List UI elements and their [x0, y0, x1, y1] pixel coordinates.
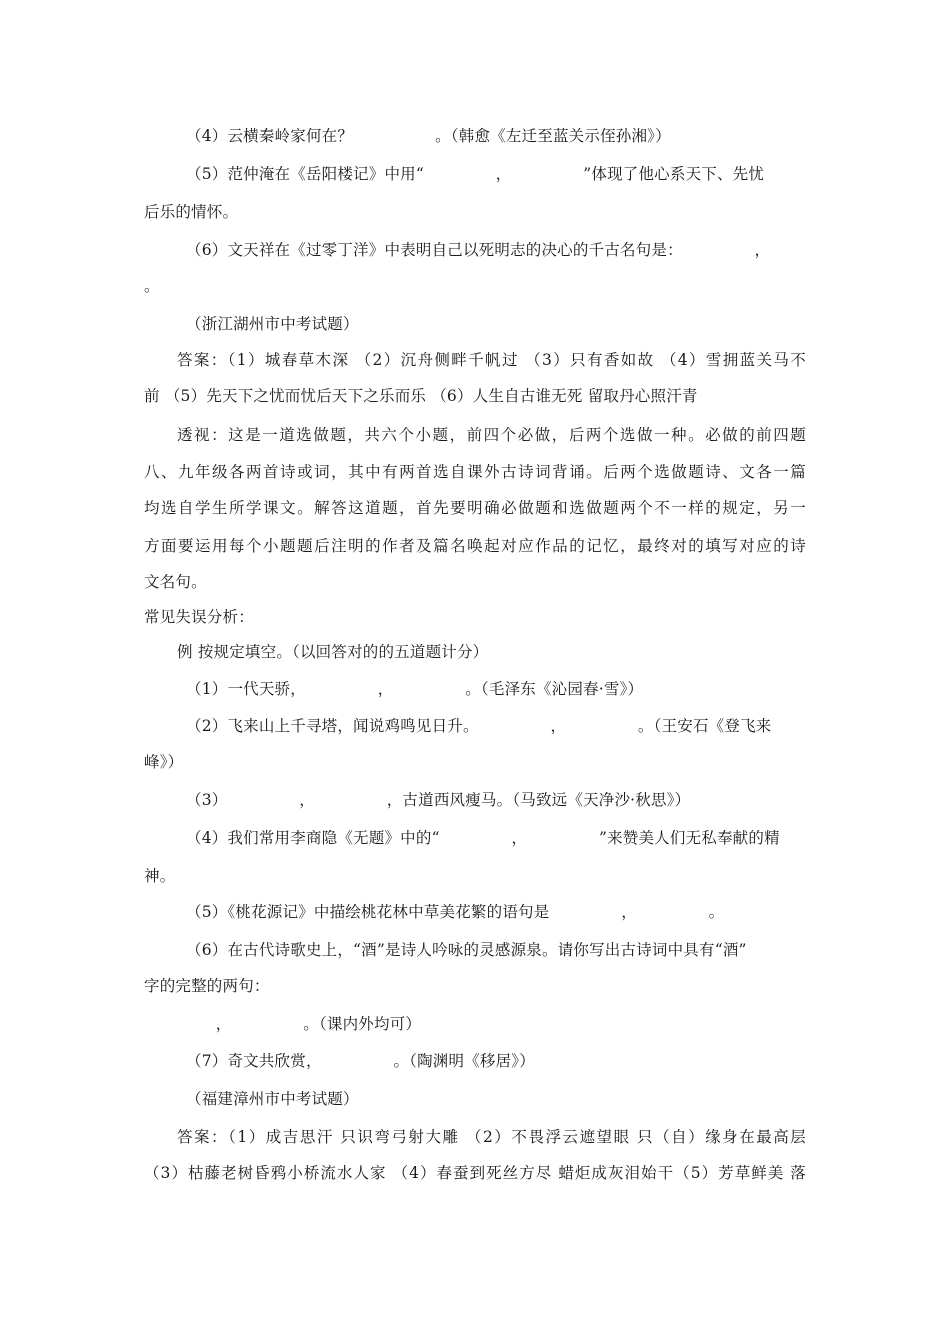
example-q7: （7）奇文共欣赏， 。（陶渊明《移居》） [186, 1052, 535, 1070]
source-note-zhangzhou: （福建漳州市中考试题） [186, 1090, 359, 1108]
example-q3: （3） ， ，古道西风瘦马。（马致远《天净沙·秋思》） [186, 791, 691, 809]
example-q6-continuation: 字的完整的两句： [144, 977, 270, 995]
source-note-huzhou: （浙江湖州市中考试题） [186, 315, 359, 333]
example-q6: （6）在古代诗歌史上，“酒”是诗人吟咏的灵感源泉。请你写出古诗词中具有“酒” [186, 941, 747, 959]
analysis-line-1: 透视：这是一道选做题，共六个小题，前四个必做，后两个选做一种。必做的前四题 [177, 426, 806, 444]
example-q5: （5）《桃花源记》中描绘桃花林中草美花繁的语句是 ， 。 [186, 903, 725, 921]
answer-line-1: 答案：（1）城春草木深 （2）沉舟侧畔千帆过 （3）只有香如故 （4）雪拥蓝关马不 [177, 351, 806, 369]
example-q4-continuation: 神。 [144, 867, 176, 885]
analysis-line-4: 方面要运用每个小题题后注明的作者及篇名唤起对应作品的记忆，最终对的填写对应的诗 [144, 537, 806, 555]
analysis-line-5: 文名句。 [144, 573, 207, 591]
example-answer-line-1: 答案：（1）成吉思汗 只识弯弓射大雕 （2）不畏浮云遮望眼 只（自）缘身在最高层 [177, 1128, 806, 1146]
example-answer-line-2: （3）枯藤老树昏鸦小桥流水人家 （4）春蚕到死丝方尽 蜡炬成灰泪始干（5）芳草鲜美 落 [144, 1164, 806, 1182]
example-q4: （4）我们常用李商隐《无题》中的“ ， ”来赞美人们无私奉献的精 [186, 829, 780, 847]
example-q1: （1）一代天骄， ， 。（毛泽东《沁园春·雪》） [186, 680, 644, 698]
question-4-line: （4）云横秦岭家何在？ 。（韩愈《左迁至蓝关示侄孙湘》） [186, 127, 671, 145]
question-5-line: （5）范仲淹在《岳阳楼记》中用“ ， ”体现了他心系天下、先忧 [186, 165, 765, 183]
question-5-continuation: 后乐的情怀。 [144, 203, 239, 221]
section-heading: 常见失误分析： [144, 608, 254, 626]
example-q6-blanks: ， 。（课内外均可） [144, 1015, 422, 1033]
example-q2: （2）飞来山上千寻塔，闻说鸡鸣见日升。 ， 。（王安石《登飞来 [186, 717, 772, 735]
analysis-line-3: 均选自学生所学课文。解答这道题，首先要明确必做题和选做题两个不一样的规定，另一 [144, 499, 806, 517]
answer-line-2: 前 （5）先天下之忧而忧后天下之乐而乐 （6）人生自古谁无死 留取丹心照汗青 [144, 387, 698, 405]
question-6-continuation: 。 [144, 277, 160, 295]
analysis-line-2: 八、九年级各两首诗或词，其中有两首选自课外古诗词背诵。后两个选做题诗、文各一篇 [144, 463, 806, 481]
example-q2-continuation: 峰》） [144, 753, 184, 771]
question-6-line: （6）文天祥在《过零丁洋》中表明自己以死明志的决心的千古名句是： ， [186, 241, 771, 259]
example-intro: 例 按规定填空。（以回答对的的五道题计分） [177, 643, 489, 661]
